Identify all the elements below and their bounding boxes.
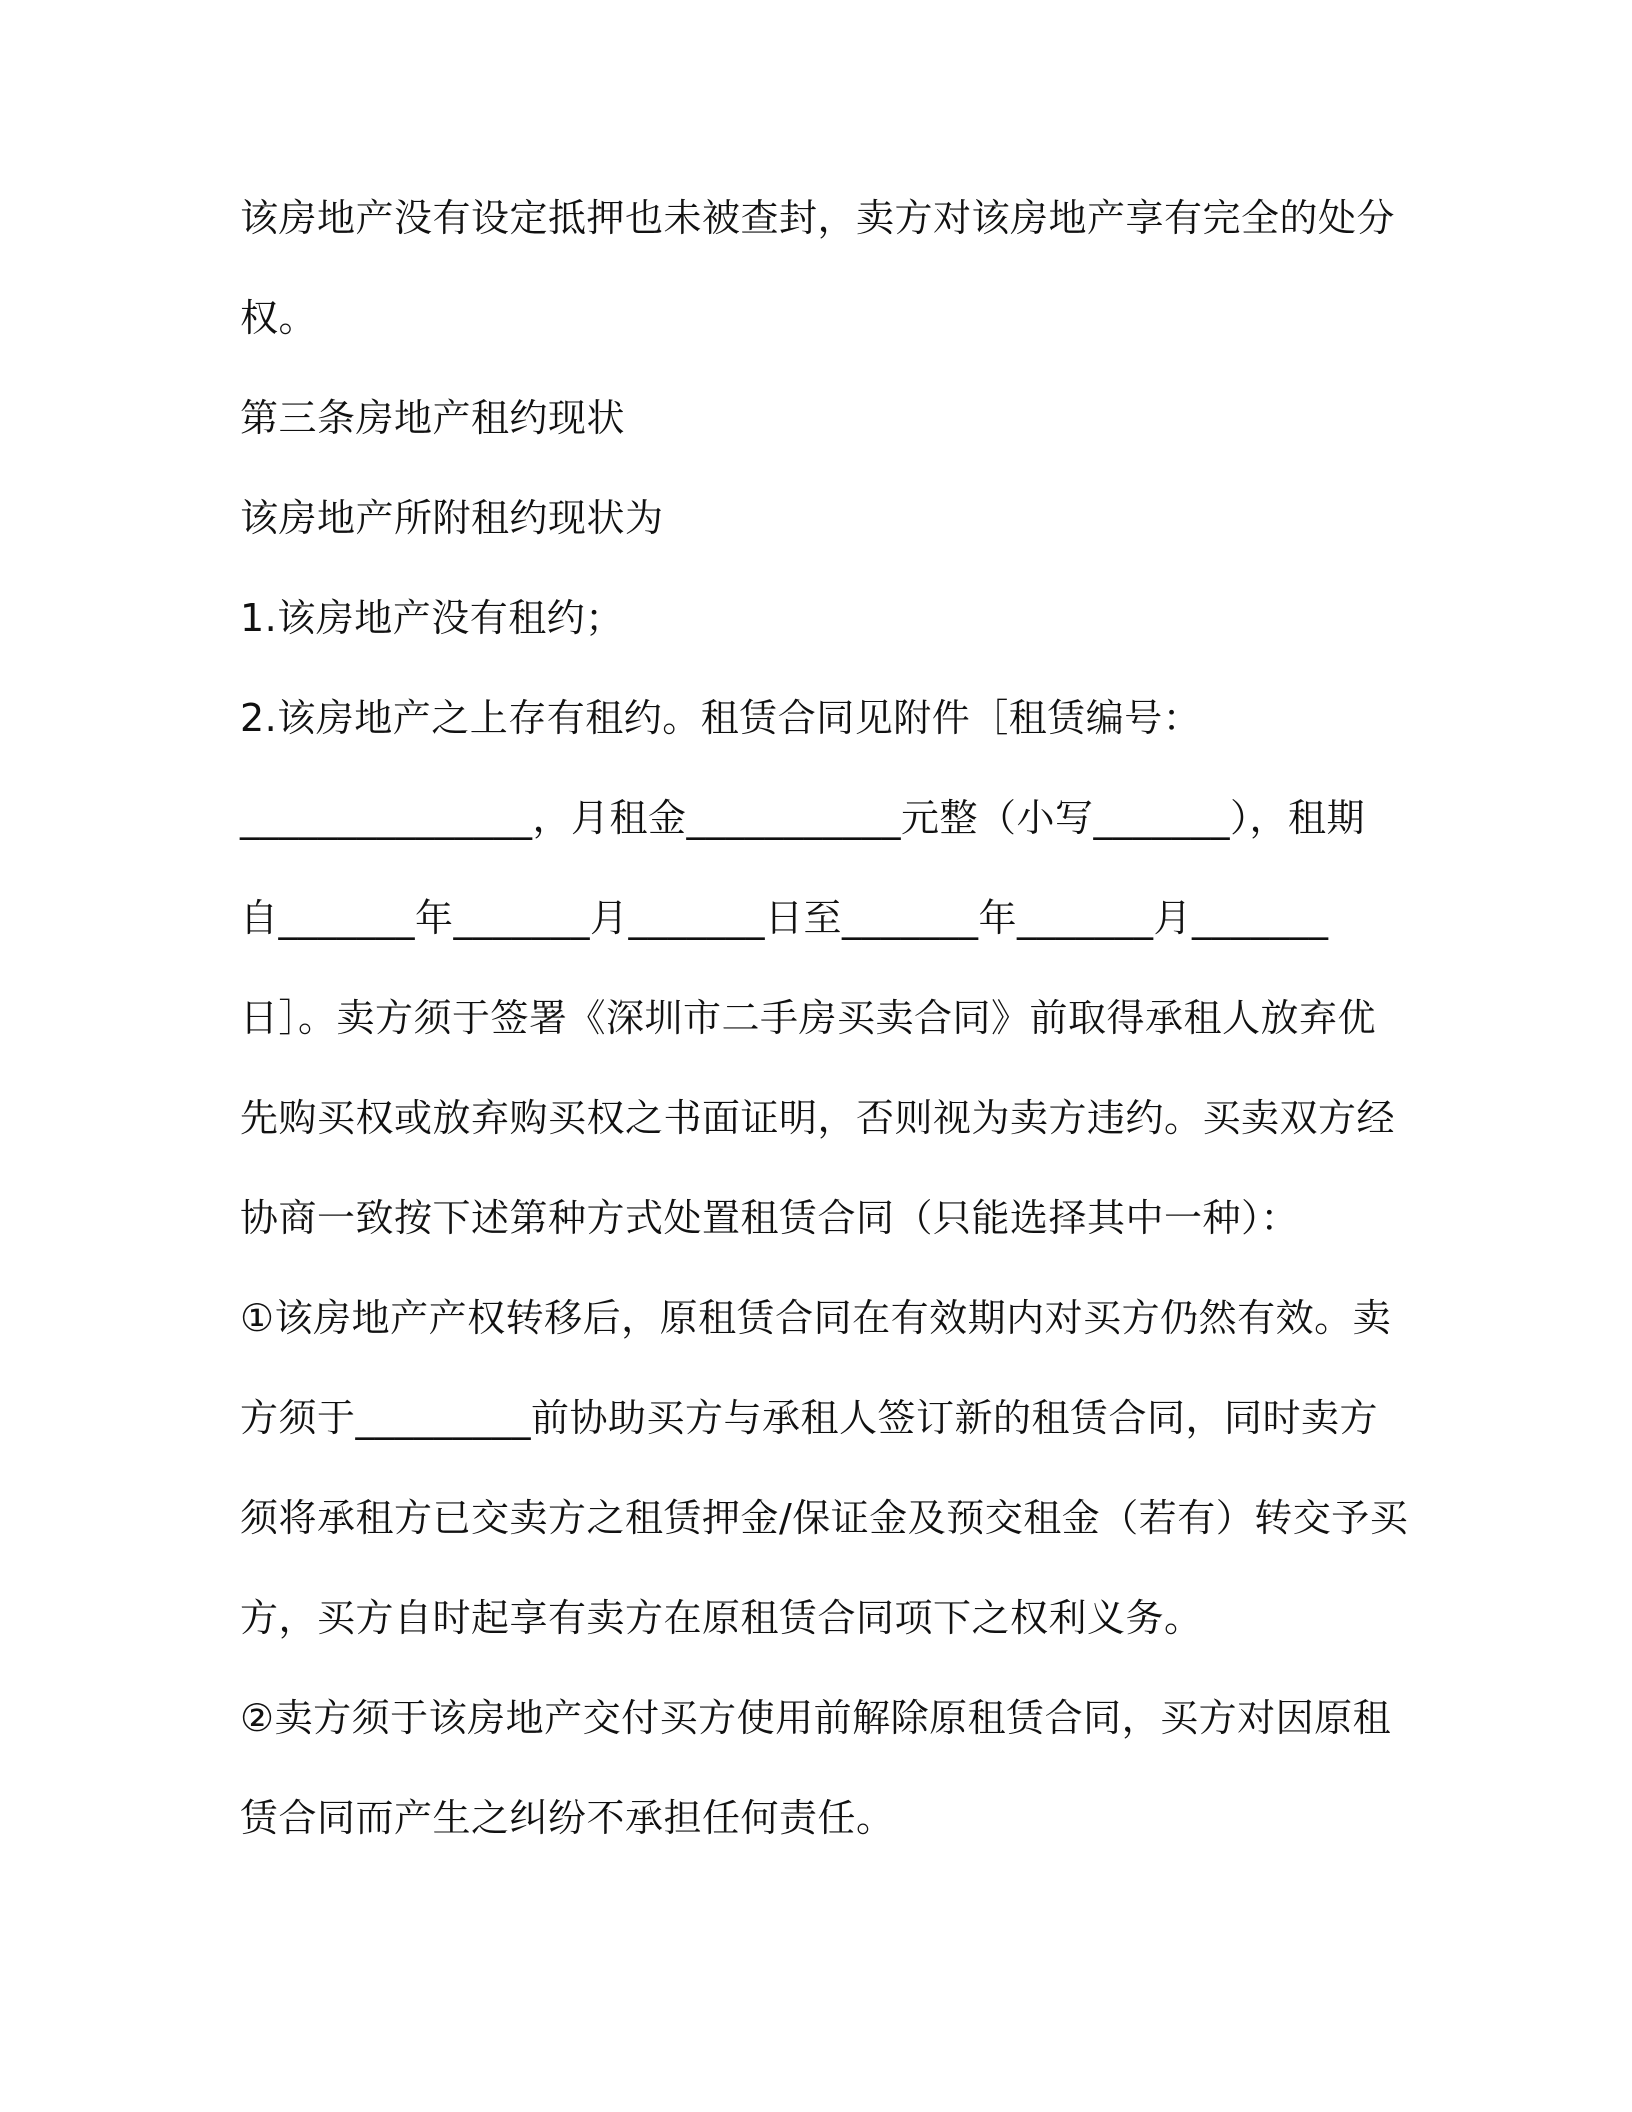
list-item: ②卖方须于该房地产交付买方使用前解除原租赁合同，买方对因原租 xyxy=(240,1696,1392,1740)
paragraph-line: 协商一致按下述第种方式处置租赁合同（只能选择其中一种）： xyxy=(240,1196,1300,1240)
paragraph-line: 该房地产所附租约现状为 xyxy=(240,496,664,540)
paragraph-line: 先购买权或放弃购买权之书面证明，否则视为卖方违约。买卖双方经 xyxy=(240,1096,1396,1140)
paragraph-line: 方，买方自时起享有卖方在原租赁合同项下之权利义务。 xyxy=(240,1596,1203,1640)
paragraph-line: 该房地产没有设定抵押也未被查封，卖方对该房地产享有完全的处分 xyxy=(240,196,1396,240)
paragraph-line: 须将承租方已交卖方之租赁押金/保证金及预交租金（若有）转交予买 xyxy=(240,1496,1409,1540)
paragraph-line: _______________，月租金___________元整（小写_______），租期 xyxy=(240,796,1366,840)
list-item: ①该房地产产权转移后，原租赁合同在有效期内对买方仍然有效。卖 xyxy=(240,1296,1392,1340)
paragraph-line: 日］。卖方须于签署《深圳市二手房买卖合同》前取得承租人放弃优 xyxy=(240,996,1377,1040)
list-item: 1.该房地产没有租约； xyxy=(240,596,624,640)
list-item: 2.该房地产之上存有租约。租赁合同见附件［租赁编号： xyxy=(240,696,1202,740)
paragraph-line: 赁合同而产生之纠纷不承担任何责任。 xyxy=(240,1796,895,1840)
paragraph-line: 权。 xyxy=(240,296,318,340)
section-heading: 第三条房地产租约现状 xyxy=(240,396,626,440)
paragraph-line: 自_______年_______月_______日至_______年_______月_______ xyxy=(240,896,1329,940)
paragraph-line: 方须于_________前协助买方与承租人签订新的租赁合同，同时卖方 xyxy=(240,1396,1379,1440)
